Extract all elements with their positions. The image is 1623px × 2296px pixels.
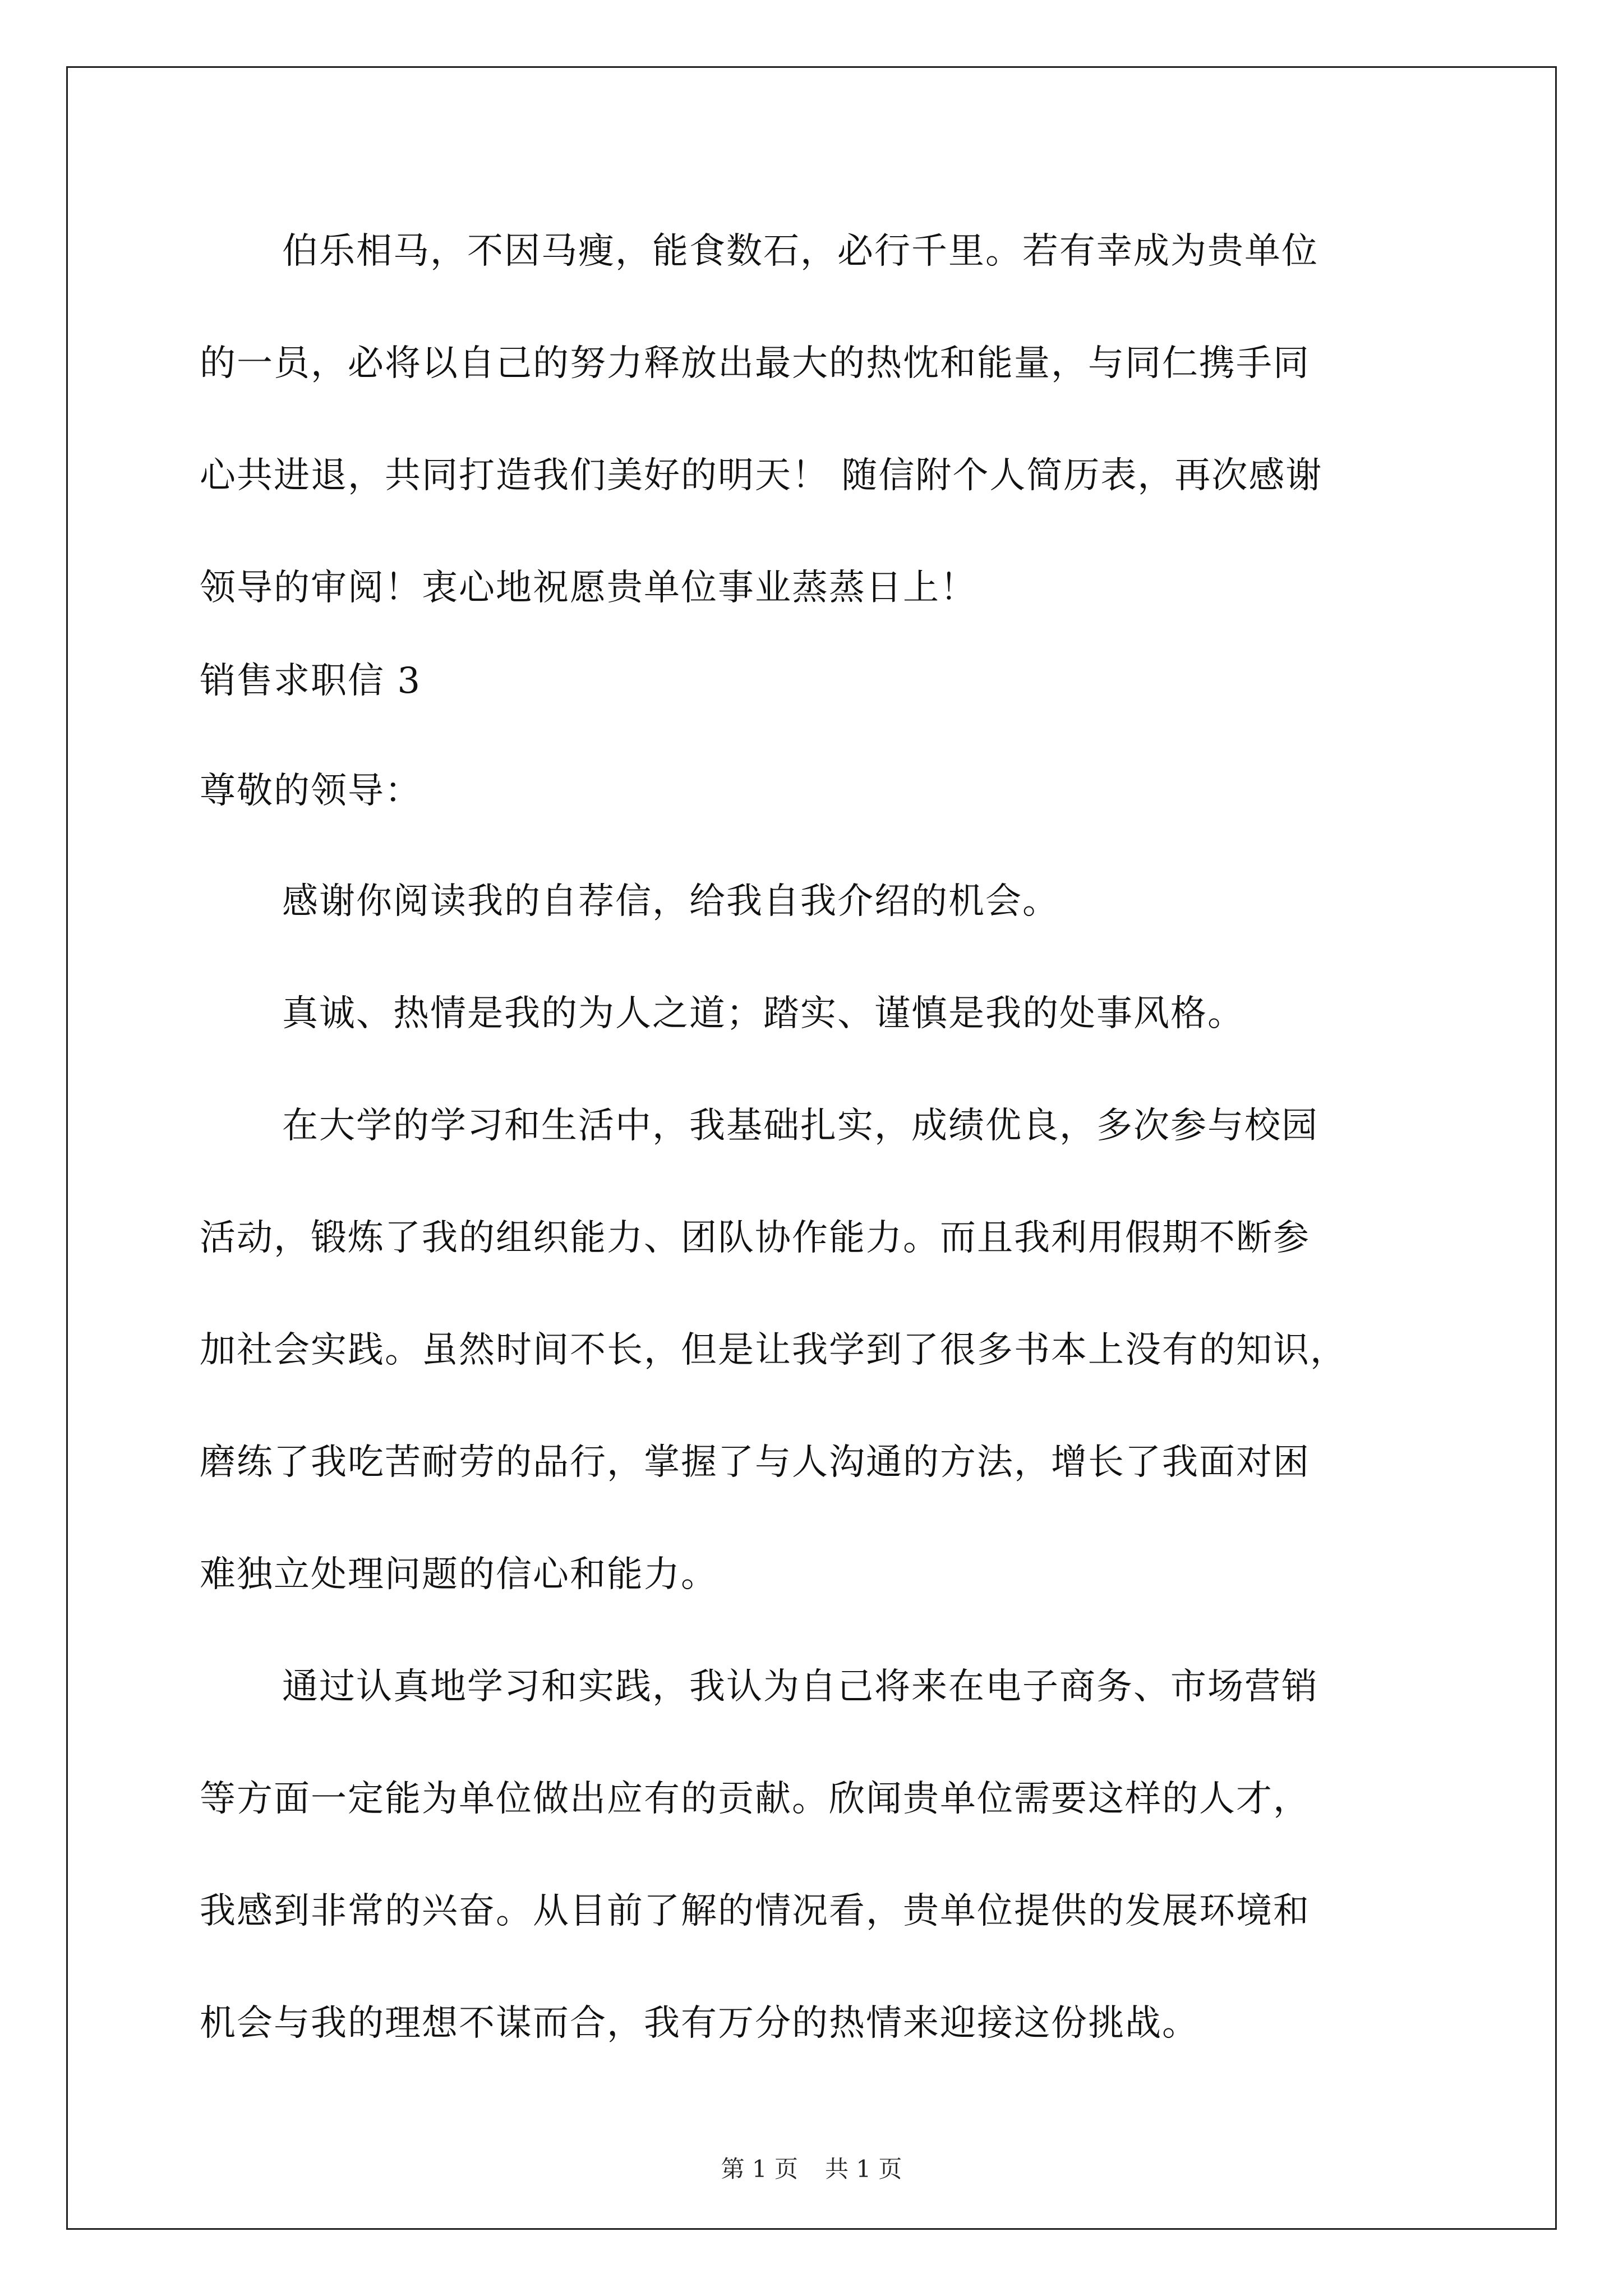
page-footer [0, 2154, 1623, 2184]
paragraph-line: 通过认真地学习和实践，我认为自己将来在电子商务、市场营销 [282, 1666, 1318, 1708]
paragraph-line: 我感到非常的兴奋。从目前了解的情况看，贵单位提供的发展环境和 [200, 1890, 1310, 1932]
paragraph-line: 的一员，必将以自己的努力释放出最大的热忱和能量，与同仁携手同 [200, 343, 1310, 384]
paragraph-line: 活动，锻炼了我的组织能力、团队协作能力。而且我利用假期不断参 [200, 1217, 1310, 1259]
paragraph-line: 伯乐相马，不因马瘦，能食数石，必行千里。若有幸成为贵单位 [282, 231, 1318, 272]
page-number: 第 1 页 [721, 2155, 798, 2183]
paragraph-line: 加社会实践。虽然时间不长，但是让我学到了很多书本上没有的知识， [200, 1329, 1347, 1371]
salutation: 尊敬的领导： [200, 770, 422, 812]
page-count: 共 1 页 [825, 2155, 902, 2183]
paragraph-line: 难独立处理问题的信心和能力。 [200, 1554, 718, 1595]
paragraph-line: 感谢你阅读我的自荐信，给我自我介绍的机会。 [282, 881, 1059, 922]
paragraph-line: 真诚、热情是我的为人之道；踏实、谨慎是我的处事风格。 [282, 993, 1244, 1034]
paragraph-line: 磨练了我吃苦耐劳的品行，掌握了与人沟通的方法，增长了我面对困 [200, 1442, 1310, 1483]
paragraph-line: 在大学的学习和生活中，我基础扎实，成绩优良，多次参与校园 [282, 1105, 1318, 1147]
paragraph-line: 心共进退，共同打造我们美好的明天！ 随信附个人简历表，再次感谢 [200, 455, 1323, 496]
paragraph-line: 机会与我的理想不谋而合，我有万分的热情来迎接这份挑战。 [200, 2003, 1199, 2044]
section-heading: 销售求职信 3 [200, 660, 422, 702]
paragraph-line: 等方面一定能为单位做出应有的贡献。欣闻贵单位需要这样的人才， [200, 1778, 1310, 1820]
paragraph-line: 领导的审阅！衷心地祝愿贵单位事业蒸蒸日上！ [200, 567, 977, 609]
